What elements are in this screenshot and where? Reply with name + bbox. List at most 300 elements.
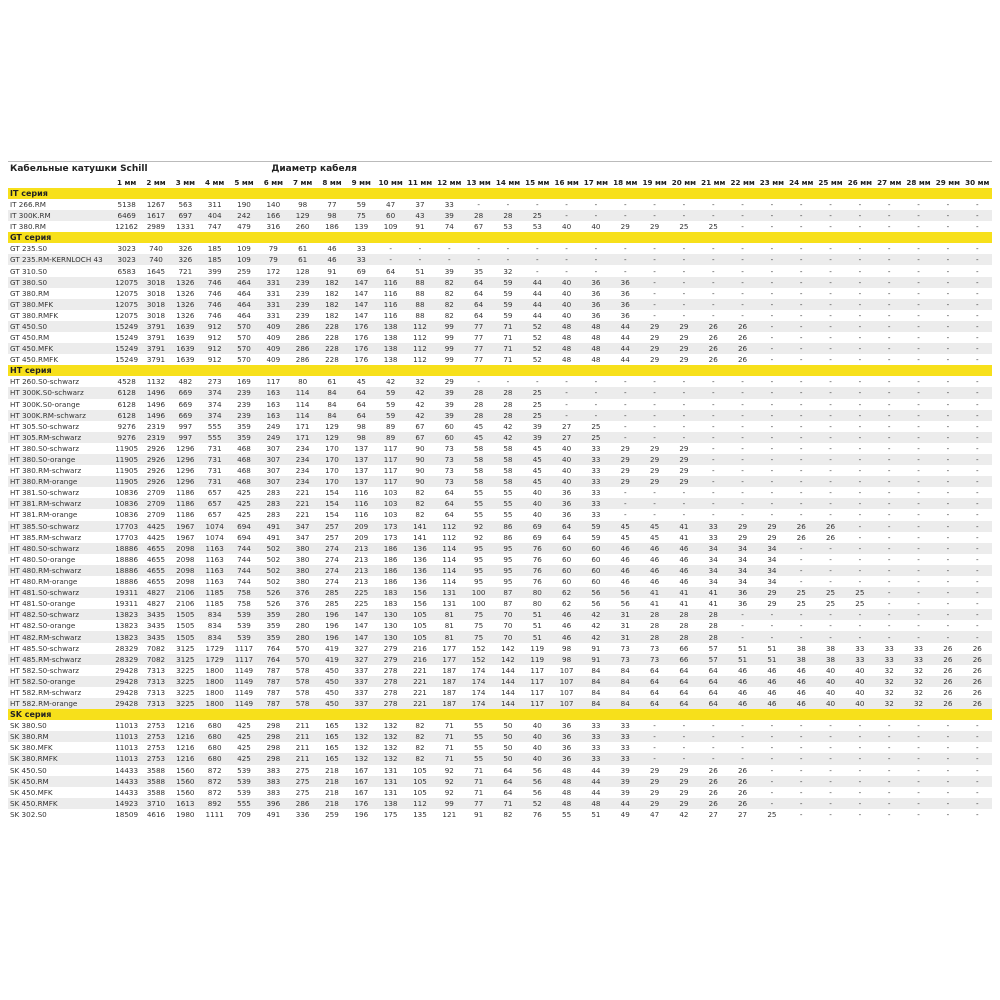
capacity-cell: 32 [875,687,904,698]
capacity-cell: 218 [317,787,346,798]
capacity-cell: - [640,199,669,210]
capacity-cell: 33 [581,476,610,487]
column-header-name [8,177,112,188]
model-name: GT 380.RMFK [8,310,112,321]
capacity-cell: 570 [229,354,258,365]
capacity-cell: - [640,243,669,254]
capacity-cell: 34 [757,543,786,554]
capacity-cell: - [875,532,904,543]
capacity-cell: 12075 [112,288,141,299]
capacity-cell: 27 [552,432,581,443]
capacity-cell: - [757,432,786,443]
capacity-cell: - [669,410,698,421]
model-name: SK 380.RM [8,731,112,742]
capacity-cell: - [904,620,933,631]
capacity-cell: 44 [581,787,610,798]
capacity-cell: - [435,243,464,254]
column-header: 13 мм [466,178,491,187]
capacity-cell: - [933,199,962,210]
capacity-cell: 33 [581,465,610,476]
capacity-cell: - [699,720,728,731]
capacity-cell: 131 [376,787,405,798]
capacity-cell: - [933,421,962,432]
capacity-cell: - [757,498,786,509]
capacity-cell: - [875,753,904,764]
capacity-cell: 744 [229,565,258,576]
model-name: HT 380.RM-schwarz [8,465,112,476]
model-name: SK 302.S0 [8,809,112,820]
capacity-cell: 425 [229,509,258,520]
capacity-cell: 1800 [200,687,229,698]
capacity-cell: 114 [435,576,464,587]
capacity-cell: - [435,254,464,265]
capacity-cell: 3018 [141,310,170,321]
capacity-cell: 216 [405,654,434,665]
capacity-cell: 298 [259,731,288,742]
capacity-cell: 103 [376,509,405,520]
capacity-cell: 32 [875,676,904,687]
capacity-cell: 4827 [141,598,170,609]
capacity-cell: - [816,509,845,520]
capacity-cell: 1496 [141,399,170,410]
capacity-cell: 29428 [112,687,141,698]
capacity-cell: 42 [669,809,698,820]
capacity-cell: 25 [699,221,728,232]
capacity-cell: 758 [229,598,258,609]
capacity-cell: 29 [669,765,698,776]
capacity-cell: 51 [523,609,552,620]
capacity-cell: - [816,476,845,487]
capacity-cell: - [757,753,786,764]
capacity-cell: - [816,387,845,398]
capacity-cell: 32 [493,265,522,276]
capacity-cell: - [963,399,992,410]
capacity-cell: - [699,465,728,476]
capacity-cell: 167 [347,776,376,787]
capacity-cell: 116 [376,310,405,321]
capacity-cell: 25 [581,432,610,443]
capacity-cell: 170 [317,465,346,476]
column-header-row [8,177,992,188]
capacity-cell: - [552,410,581,421]
capacity-cell: 336 [288,809,317,820]
capacity-cell: 425 [229,753,258,764]
capacity-cell: 58 [464,443,493,454]
capacity-cell: 758 [229,587,258,598]
capacity-cell: 36 [728,598,757,609]
capacity-cell: - [845,387,874,398]
series-label: HT серия [8,365,992,376]
capacity-cell: 216 [405,643,434,654]
capacity-cell: - [669,299,698,310]
capacity-cell: - [933,742,962,753]
capacity-cell: 40 [552,310,581,321]
capacity-cell: 36 [728,587,757,598]
capacity-cell: - [699,210,728,221]
model-name: HT 381.RM-schwarz [8,498,112,509]
capacity-cell: 3588 [141,787,170,798]
capacity-cell: 117 [376,465,405,476]
capacity-cell: 3435 [141,631,170,642]
column-header: 5 мм [234,178,254,187]
capacity-cell: 2989 [141,221,170,232]
capacity-cell: 99 [435,332,464,343]
capacity-cell: - [757,798,786,809]
capacity-cell: 10836 [112,509,141,520]
capacity-cell: 33 [699,532,728,543]
capacity-cell: 32 [904,665,933,676]
capacity-cell: 60 [376,210,405,221]
capacity-cell: 135 [405,809,434,820]
capacity-cell: 33 [347,243,376,254]
capacity-cell: - [757,787,786,798]
capacity-cell: 502 [259,554,288,565]
capacity-cell: 376 [288,587,317,598]
capacity-cell: 109 [376,221,405,232]
capacity-cell: 10836 [112,487,141,498]
capacity-cell: 176 [347,798,376,809]
capacity-cell: - [904,487,933,498]
capacity-cell: - [757,221,786,232]
capacity-cell: 9276 [112,432,141,443]
capacity-cell: - [875,299,904,310]
capacity-cell: - [669,254,698,265]
capacity-cell: - [875,565,904,576]
capacity-cell: - [963,210,992,221]
capacity-cell: 1496 [141,387,170,398]
capacity-cell: 60 [435,432,464,443]
capacity-cell: 99 [435,343,464,354]
capacity-cell: 744 [229,576,258,587]
capacity-cell: 278 [376,665,405,676]
capacity-cell: - [933,809,962,820]
capacity-cell: 147 [347,609,376,620]
capacity-cell: 1296 [171,443,200,454]
capacity-cell: 46 [640,554,669,565]
capacity-cell: - [816,399,845,410]
capacity-cell: 25 [816,587,845,598]
capacity-cell: 144 [493,665,522,676]
capacity-cell: 46 [728,687,757,698]
capacity-cell: 4655 [141,576,170,587]
capacity-cell: 464 [229,288,258,299]
capacity-cell: - [933,543,962,554]
capacity-cell: 66 [669,654,698,665]
capacity-cell: - [640,387,669,398]
capacity-cell: - [904,498,933,509]
capacity-cell: 228 [317,343,346,354]
column-header: 15 мм [525,178,550,187]
capacity-cell: 239 [288,299,317,310]
capacity-cell: 40 [581,221,610,232]
capacity-cell: 228 [317,354,346,365]
capacity-cell: 40 [523,731,552,742]
capacity-cell: 88 [405,288,434,299]
capacity-cell: 82 [405,498,434,509]
capacity-cell: 29 [640,454,669,465]
capacity-cell: - [787,332,816,343]
capacity-cell: - [963,576,992,587]
capacity-cell: 77 [464,321,493,332]
capacity-cell: 156 [405,598,434,609]
capacity-cell: - [728,609,757,620]
capacity-cell: 331 [259,299,288,310]
capacity-cell: - [728,742,757,753]
capacity-cell: 56 [611,598,640,609]
capacity-cell: - [933,620,962,631]
capacity-cell: 147 [347,620,376,631]
capacity-cell: - [963,720,992,731]
capacity-cell: - [640,509,669,520]
capacity-cell: - [699,421,728,432]
capacity-cell: - [845,487,874,498]
capacity-cell: 2319 [141,421,170,432]
capacity-cell: 1505 [171,620,200,631]
capacity-cell: 409 [259,354,288,365]
capacity-cell: 75 [464,620,493,631]
capacity-cell: 53 [523,221,552,232]
capacity-cell: - [581,399,610,410]
capacity-cell: - [875,254,904,265]
capacity-cell: 331 [259,288,288,299]
capacity-cell: - [845,465,874,476]
capacity-cell: - [963,343,992,354]
capacity-cell: 29 [611,454,640,465]
capacity-cell: - [757,265,786,276]
capacity-cell: - [728,243,757,254]
capacity-cell: - [552,210,581,221]
model-name: SK 380.RMFK [8,753,112,764]
capacity-cell: 383 [259,776,288,787]
capacity-cell: 55 [552,809,581,820]
capacity-cell: 259 [229,265,258,276]
capacity-cell: 555 [200,432,229,443]
capacity-cell: - [552,265,581,276]
capacity-cell: - [787,765,816,776]
capacity-cell: 419 [317,654,346,665]
capacity-cell: - [640,753,669,764]
capacity-cell: - [963,332,992,343]
capacity-cell: 3225 [171,698,200,709]
capacity-cell: 29 [640,798,669,809]
capacity-cell: 32 [904,698,933,709]
capacity-cell: 38 [787,654,816,665]
capacity-cell: 132 [376,731,405,742]
capacity-cell: - [728,210,757,221]
capacity-cell: - [757,609,786,620]
capacity-cell: 3791 [141,332,170,343]
capacity-cell: 450 [317,676,346,687]
capacity-cell: 51 [523,631,552,642]
capacity-cell: 29 [757,598,786,609]
capacity-cell: 2709 [141,487,170,498]
model-name: HT 480.S0-orange [8,554,112,565]
capacity-cell: - [963,620,992,631]
capacity-cell: 26 [728,354,757,365]
capacity-cell: 11905 [112,454,141,465]
capacity-cell: 82 [435,310,464,321]
series-header-row [8,365,992,376]
capacity-cell: 90 [405,465,434,476]
capacity-cell: 26 [963,687,992,698]
capacity-cell: 29 [669,354,698,365]
column-header: 3 мм [175,178,195,187]
capacity-cell: - [728,620,757,631]
capacity-cell: 260 [288,221,317,232]
capacity-cell: 64 [493,765,522,776]
capacity-cell: - [787,809,816,820]
capacity-cell: - [875,554,904,565]
capacity-cell: 234 [288,465,317,476]
table-row [8,487,992,498]
capacity-cell: 221 [405,665,434,676]
capacity-cell: 234 [288,476,317,487]
capacity-cell: - [816,310,845,321]
capacity-cell: 41 [669,598,698,609]
table-row [8,753,992,764]
capacity-cell: 173 [376,532,405,543]
capacity-cell: 105 [405,609,434,620]
capacity-cell: - [816,798,845,809]
capacity-cell: 59 [493,277,522,288]
capacity-cell: - [787,387,816,398]
capacity-cell: 187 [435,698,464,709]
capacity-cell: - [875,476,904,487]
model-name: SK 450.MFK [8,787,112,798]
capacity-cell: - [669,265,698,276]
capacity-cell: 25 [523,210,552,221]
capacity-cell: - [699,399,728,410]
capacity-cell: 57 [699,643,728,654]
capacity-cell: - [904,210,933,221]
capacity-cell: - [963,587,992,598]
capacity-cell: 1163 [200,565,229,576]
capacity-cell: - [787,776,816,787]
capacity-cell: 39 [611,776,640,787]
capacity-cell: 64 [464,277,493,288]
capacity-cell: 1216 [171,720,200,731]
capacity-cell: 502 [259,576,288,587]
capacity-cell: - [875,376,904,387]
capacity-cell: - [933,509,962,520]
capacity-cell: 491 [259,521,288,532]
capacity-cell: - [904,199,933,210]
capacity-cell: - [640,310,669,321]
capacity-cell: - [640,254,669,265]
model-name: HT 380.S0-orange [8,454,112,465]
capacity-cell: - [640,487,669,498]
capacity-cell: 77 [464,354,493,365]
capacity-cell: 177 [435,654,464,665]
capacity-cell: - [904,587,933,598]
capacity-cell: - [875,443,904,454]
capacity-cell: - [963,221,992,232]
capacity-cell: - [904,598,933,609]
capacity-cell: 3225 [171,687,200,698]
model-name: HT 300K.S0-orange [8,399,112,410]
capacity-cell: 680 [200,753,229,764]
capacity-cell: 77 [464,798,493,809]
capacity-cell: 45 [523,443,552,454]
capacity-cell: 1163 [200,554,229,565]
capacity-cell: 259 [317,809,346,820]
capacity-cell: 46 [640,543,669,554]
capacity-cell: - [963,776,992,787]
capacity-cell: 25 [523,387,552,398]
capacity-cell: 1326 [171,299,200,310]
capacity-cell: 15249 [112,343,141,354]
capacity-cell: 25 [787,587,816,598]
capacity-cell: - [816,221,845,232]
capacity-cell: 307 [259,454,288,465]
capacity-cell: 50 [493,720,522,731]
capacity-cell: 45 [347,376,376,387]
capacity-cell: - [963,421,992,432]
capacity-cell: 19311 [112,598,141,609]
capacity-cell: - [904,288,933,299]
capacity-cell: - [757,399,786,410]
capacity-cell: 56 [523,787,552,798]
capacity-cell: 2319 [141,432,170,443]
capacity-cell: 71 [435,720,464,731]
capacity-cell: - [464,243,493,254]
capacity-cell: 25 [757,809,786,820]
capacity-cell: - [699,376,728,387]
capacity-cell: 141 [405,521,434,532]
capacity-cell: 59 [376,410,405,421]
capacity-cell: 64 [669,676,698,687]
capacity-cell: - [787,487,816,498]
capacity-cell: 86 [493,532,522,543]
capacity-cell: 17703 [112,521,141,532]
capacity-cell: - [875,543,904,554]
capacity-cell: - [787,376,816,387]
capacity-cell: 46 [669,565,698,576]
capacity-cell: 468 [229,476,258,487]
capacity-cell: - [933,299,962,310]
capacity-cell: 165 [317,731,346,742]
capacity-cell: 29 [611,476,640,487]
capacity-cell: 359 [229,432,258,443]
column-header: 29 мм [935,178,960,187]
capacity-cell: - [875,720,904,731]
column-header: 12 мм [437,178,462,187]
capacity-cell: - [552,387,581,398]
capacity-cell: 69 [523,532,552,543]
table-row [8,742,992,753]
capacity-cell: - [845,720,874,731]
capacity-cell: 17703 [112,532,141,543]
capacity-cell: 380 [288,543,317,554]
capacity-cell: 112 [405,354,434,365]
capacity-cell: 464 [229,310,258,321]
capacity-cell: 18886 [112,565,141,576]
capacity-cell: 92 [464,521,493,532]
capacity-cell: 4655 [141,554,170,565]
capacity-cell: 680 [200,720,229,731]
capacity-cell: 221 [288,487,317,498]
capacity-cell: 119 [523,654,552,665]
capacity-cell: - [699,753,728,764]
capacity-cell: 539 [229,620,258,631]
capacity-cell: 92 [435,787,464,798]
capacity-cell: 92 [435,765,464,776]
capacity-cell: - [963,787,992,798]
capacity-cell: 744 [229,543,258,554]
capacity-cell: 67 [464,221,493,232]
capacity-cell: 64 [435,487,464,498]
capacity-cell: - [787,421,816,432]
